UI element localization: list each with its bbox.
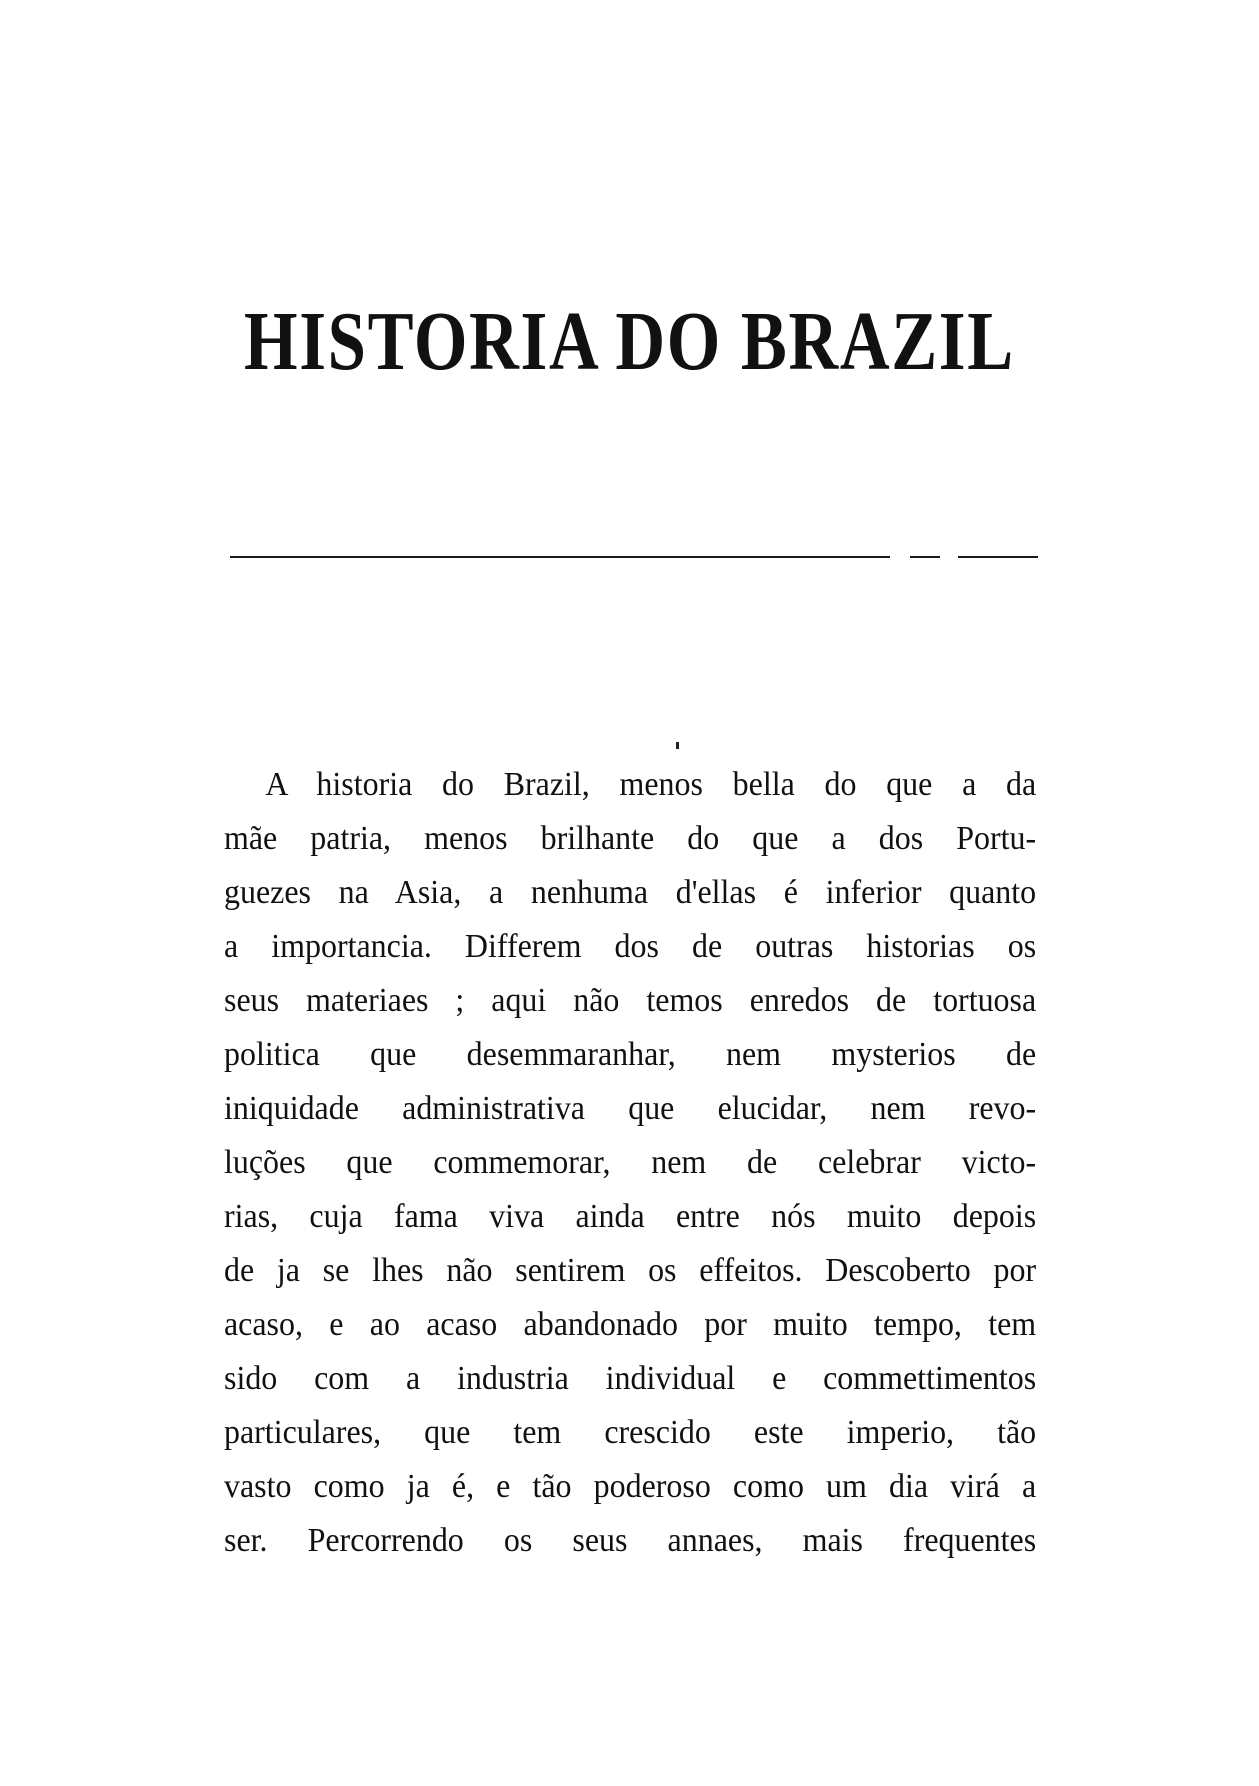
text-line: seus materiaes ; aqui não temos enredos de tortuosa: [224, 982, 1037, 1019]
body-paragraph: [224, 758, 1036, 1568]
text-line: a importancia. Differem dos de outras historias os: [224, 928, 1037, 965]
title-rule-dash: [910, 556, 940, 558]
text-line: particulares, que tem crescido este imperio, tão: [224, 1414, 1037, 1451]
text-line: acaso, e ao acaso abandonado por muito tempo, tem: [224, 1306, 1037, 1343]
text-line: iniquidade administrativa que elucidar, nem revo-: [224, 1090, 1037, 1127]
text-line: rias, cuja fama viva ainda entre nós muito depois: [224, 1198, 1037, 1235]
text-line: guezes na Asia, a nenhuma d'ellas é inferior quanto: [224, 874, 1037, 911]
text-line: A historia do Brazil, menos bella do que a da: [265, 766, 1037, 803]
text-line: politica que desemmaranhar, nem mysterios de: [224, 1036, 1037, 1073]
text-line: vasto como ja é, e tão poderoso como um dia virá a: [224, 1468, 1037, 1505]
text-line: sido com a industria individual e commettimentos: [224, 1360, 1037, 1397]
text-line: ser. Percorrendo os seus annaes, mais frequentes: [224, 1522, 1037, 1559]
title-rule: [230, 556, 890, 558]
ink-speck: [676, 742, 679, 749]
title-rule-dash: [958, 556, 1038, 558]
text-line: mãe patria, menos brilhante do que a dos Portu-: [224, 820, 1037, 857]
text-line: luções que commemorar, nem de celebrar victo-: [224, 1144, 1037, 1181]
page-title: HISTORIA DO BRAZIL: [243, 295, 1015, 388]
text-line: de ja se lhes não sentirem os effeitos. Descoberto por: [224, 1252, 1037, 1289]
